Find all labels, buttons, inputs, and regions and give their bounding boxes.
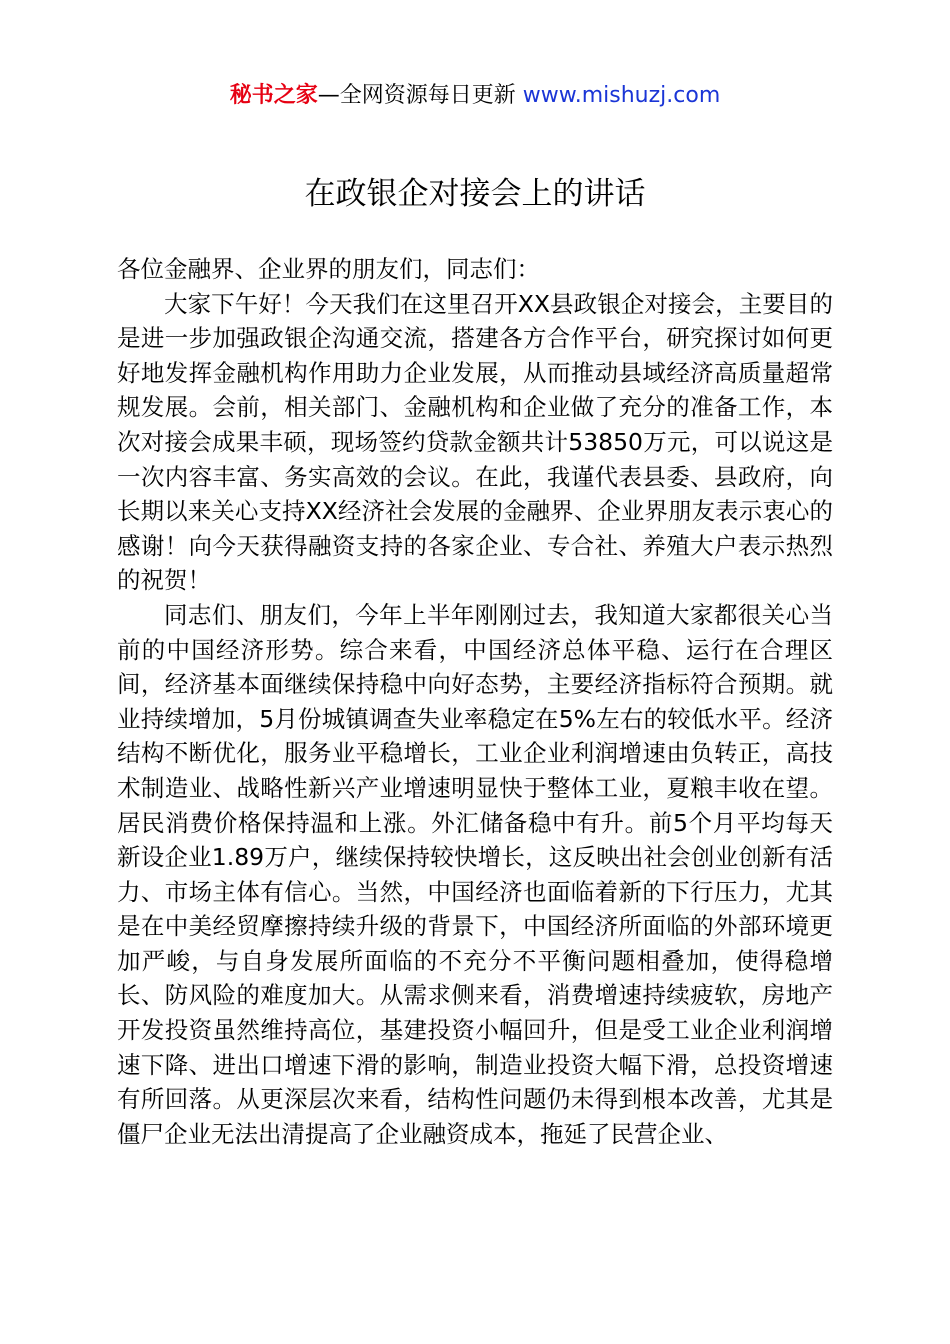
site-brand: 秘书之家 <box>229 83 318 108</box>
site-header <box>0 80 950 112</box>
salutation: 各位金融界、企业界的朋友们，同志们： <box>117 255 540 283</box>
site-tagline: —全网资源每日更新 <box>317 83 523 108</box>
paragraph-1: 大家下午好！今天我们在这里召开XX县政银企对接会，主要目的是进一步加强政银企沟通交流，搭建各方合作平台，研究探讨如何更好地发挥金融机构作用助力企业发展，从而推动县域经济高质量超常规发展。会前，相关部门、金融机构和企业做了充分的准备工作，本次对接会成果丰硕，现场签约贷款金额共计53850万元，可以说这是一次内容丰富、务实高效的会议。在此，我谨代表县委、县政府，向长期以来关心支持XX经济社会发展的金融界、企业界朋友表示衷心的感谢！向今天获得融资支持的各家企业、专合社、养殖大户表示热烈的祝贺！ <box>117 289 833 595</box>
paragraph-2: 同志们、朋友们，今年上半年刚刚过去，我知道大家都很关心当前的中国经济形势。综合来看，中国经济总体平稳、运行在合理区间，经济基本面继续保持稳中向好态势，主要经济指标符合预期。就业持续增加，5月份城镇调查失业率稳定在5%左右的较低水平。经济结构不断优化，服务业平稳增长，工业企业利润增速由负转正，高技术制造业、战略性新兴产业增速明显快于整体工业，夏粮丰收在望。居民消费价格保持温和上涨。外汇储备稳中有升。前5个月平均每天新设企业1.89万户，继续保持较快增长，这反映出社会创业创新有活力、市场主体有信心。当然，中国经济也面临着新的下行压力，尤其是在中美经贸摩擦持续升级的背景下，中国经济所面临的外部环境更加严峻，与自身发展所面临的不充分不平衡问题相叠加，使得稳增长、防风险的难度加大。从需求侧来看，消费增速持续疲软，房地产开发投资虽然维持高位，基建投资小幅回升，但是受工业企业利润增速下降、进出口增速下滑的影响，制造业投资大幅下滑，总投资增速有所回落。从更深层次来看，结构性问题仍未得到根本改善，尤其是僵尸企业无法出清提高了企业融资成本，拖延了民营企业、 <box>117 600 833 1148</box>
site-url-link[interactable]: www.mishuzj.com <box>522 83 721 108</box>
document-title: 在政银企对接会上的讲话 <box>304 176 646 212</box>
speech-body <box>117 252 833 1151</box>
